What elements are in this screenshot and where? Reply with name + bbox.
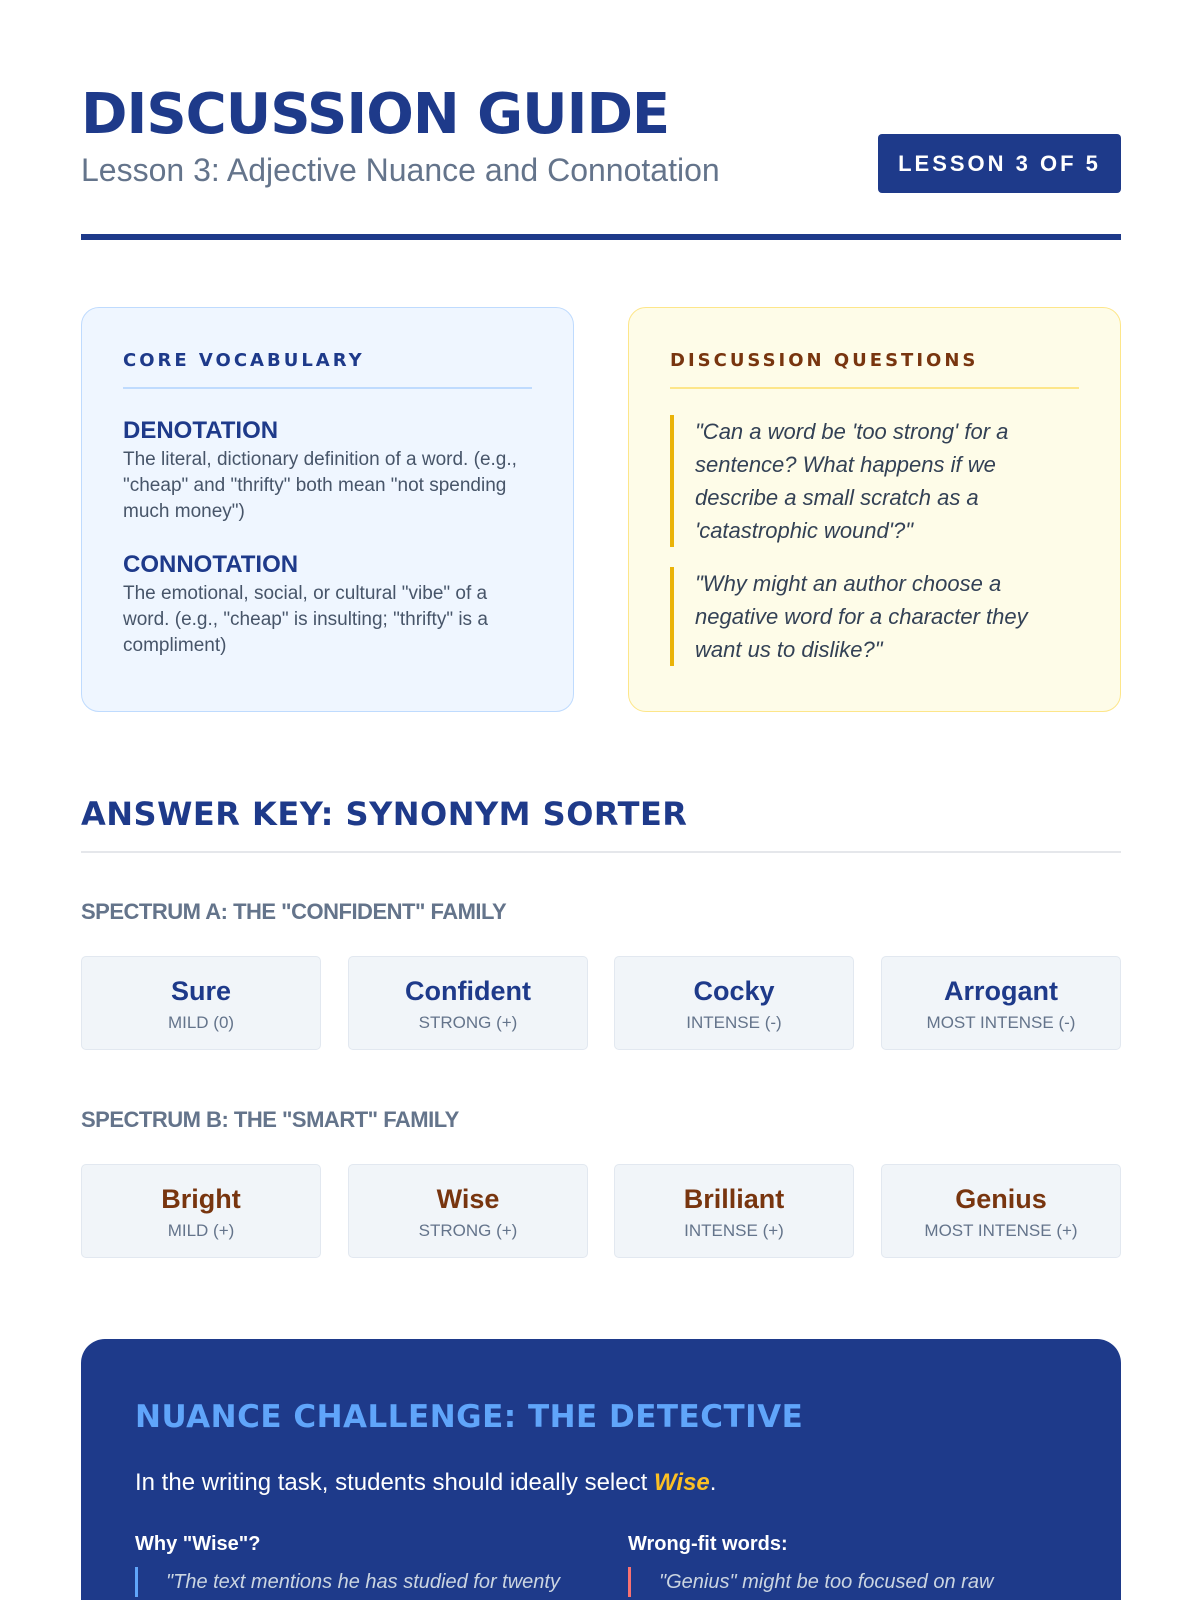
challenge-intro — [135, 1469, 716, 1497]
word-card — [348, 956, 588, 1050]
answer-key-divider — [81, 851, 1121, 853]
term-name: DENOTATION — [123, 417, 279, 444]
term-definition: The literal, dictionary definition of a word. (e.g., "cheap" and "thrifty" both mean "not spending much money") — [123, 449, 517, 522]
challenge-intro-text: In the writing task, students should ideally select — [135, 1469, 654, 1496]
intensity-label: INTENSE (+) — [684, 1221, 784, 1240]
info-cards — [81, 307, 1121, 712]
vocab-term — [123, 417, 532, 525]
intensity-label: MILD (0) — [167, 1013, 235, 1032]
spectrum-a-label: SPECTRUM A: THE "CONFIDENT" FAMILY — [81, 899, 507, 924]
word-card — [881, 1164, 1121, 1258]
core-vocabulary-heading: CORE VOCABULARY — [123, 350, 532, 389]
challenge-title: NUANCE CHALLENGE: THE DETECTIVE — [135, 1399, 804, 1435]
word-card — [614, 956, 854, 1050]
discussion-question: "Can a word be 'too strong' for a sentence? What happens if we describe a small scratch as a 'catastrophic wound'?" — [670, 415, 1079, 547]
answer-key-title: ANSWER KEY: SYNONYM SORTER — [81, 795, 688, 833]
term-name: CONNOTATION — [123, 551, 299, 578]
intensity-label: STRONG (+) — [418, 1013, 518, 1032]
spectrum-b-row — [81, 1164, 1121, 1258]
discussion-guide-page — [81, 0, 1121, 1593]
intensity-label: MOST INTENSE (+) — [924, 1221, 1078, 1240]
intensity-label: STRONG (+) — [418, 1221, 518, 1240]
word-card — [881, 956, 1121, 1050]
wrong-fit-explanation: "Genius" might be too focused on raw — [628, 1567, 1068, 1597]
spectrum-a-row — [81, 956, 1121, 1050]
term-definition: The emotional, social, or cultural "vibe" of a word. (e.g., "cheap" is insulting; "thrifty" is a compliment) — [123, 583, 488, 656]
word-label: Brilliant — [683, 1184, 785, 1214]
page-header — [81, 0, 1121, 240]
discussion-questions-heading: DISCUSSION QUESTIONS — [670, 350, 1079, 389]
why-heading: Why "Wise"? — [135, 1533, 261, 1555]
discussion-questions-card — [628, 307, 1121, 712]
word-card — [81, 1164, 321, 1258]
word-label: Arrogant — [944, 976, 1058, 1006]
discussion-question: "Why might an author choose a negative word for a character they want us to dislike?" — [670, 567, 1079, 666]
page-subtitle: Lesson 3: Adjective Nuance and Connotation — [81, 152, 720, 188]
page-title: DISCUSSION GUIDE — [81, 82, 670, 147]
wrong-fit-heading: Wrong-fit words: — [628, 1533, 788, 1555]
vocab-term — [123, 551, 532, 659]
word-card — [614, 1164, 854, 1258]
word-label: Genius — [955, 1184, 1047, 1214]
lesson-badge: LESSON 3 OF 5 — [878, 134, 1121, 193]
intensity-label: MILD (+) — [167, 1221, 235, 1240]
word-label: Confident — [405, 976, 531, 1006]
spectrum-b-label: SPECTRUM B: THE "SMART" FAMILY — [81, 1107, 459, 1132]
intensity-label: MOST INTENSE (-) — [926, 1013, 1076, 1032]
challenge-intro-end: . — [709, 1469, 717, 1496]
word-label: Sure — [170, 976, 232, 1006]
why-explanation: "The text mentions he has studied for twenty — [135, 1567, 575, 1597]
header-divider — [81, 234, 1121, 240]
core-vocabulary-card — [81, 307, 574, 712]
intensity-label: INTENSE (-) — [686, 1013, 782, 1032]
word-card — [348, 1164, 588, 1258]
nuance-challenge-panel — [81, 1339, 1121, 1600]
answer-highlight: Wise — [653, 1469, 710, 1496]
word-label: Cocky — [693, 976, 775, 1006]
word-label: Wise — [436, 1184, 500, 1214]
word-card — [81, 956, 321, 1050]
word-label: Bright — [161, 1184, 241, 1214]
